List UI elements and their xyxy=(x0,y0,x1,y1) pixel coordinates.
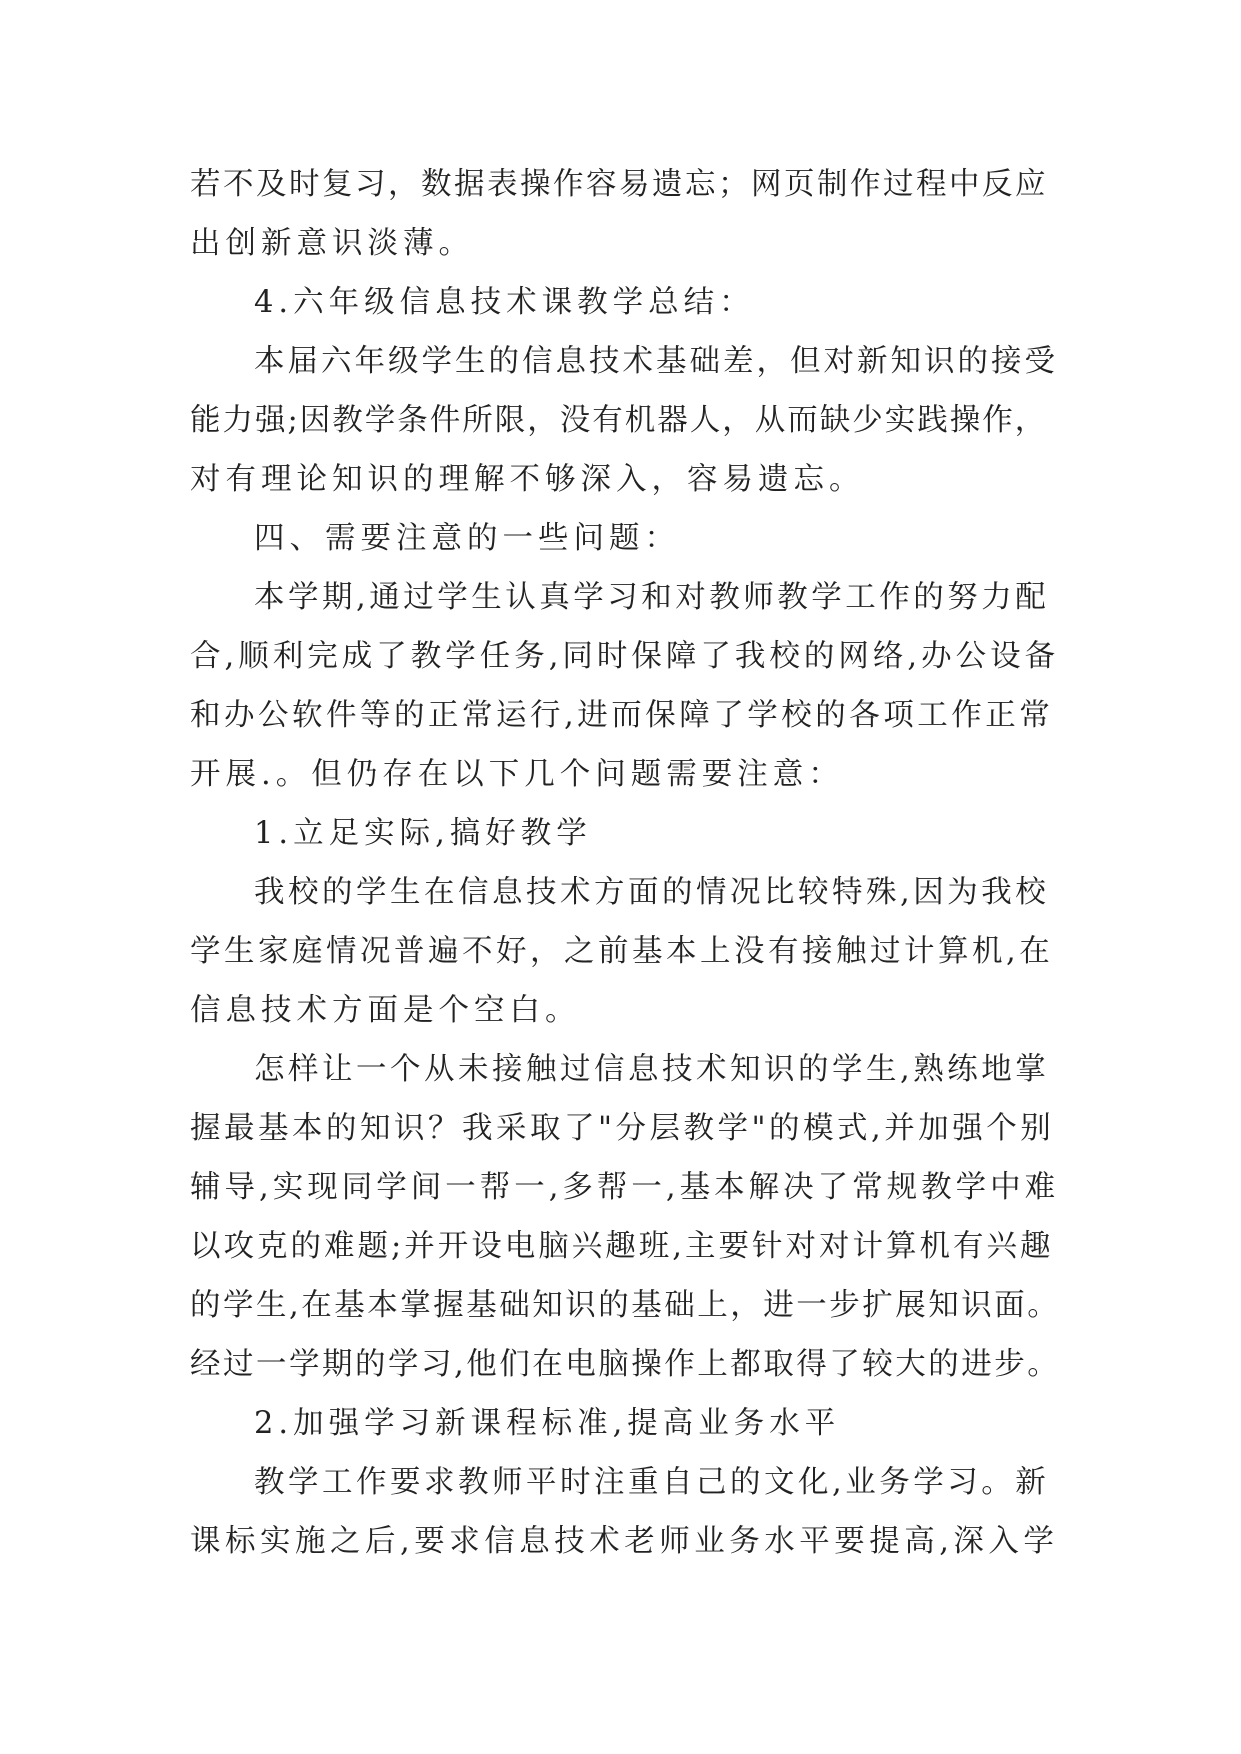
text-line: 合,顺利完成了教学任务,同时保障了我校的网络,办公设备 xyxy=(190,639,1060,674)
text-line: 的学生,在基本掌握基础知识的基础上，进一步扩展知识面。 xyxy=(190,1288,1061,1323)
text-line: 辅导,实现同学间一帮一,多帮一,基本解决了常规教学中难 xyxy=(190,1170,1060,1205)
text-line: 和办公软件等的正常运行,进而保障了学校的各项工作正常 xyxy=(190,698,1054,733)
section-heading: 四、需要注意的一些问题： xyxy=(254,521,680,556)
text-line: 教学工作要求教师平时注重自己的文化,业务学习。新 xyxy=(254,1465,1050,1500)
text-line: 怎样让一个从未接触过信息技术知识的学生,熟练地掌 xyxy=(254,1052,1050,1087)
text-line: 握最基本的知识？我采取了"分层教学"的模式,并加强个别 xyxy=(190,1111,1055,1146)
text-line: 信息技术方面是个空白。 xyxy=(190,993,581,1028)
section-heading: 2.加强学习新课程标准,提高业务水平 xyxy=(254,1406,841,1441)
text-line: 本学期,通过学生认真学习和对教师教学工作的努力配 xyxy=(254,580,1050,615)
text-line: 学生家庭情况普遍不好，之前基本上没有接触过计算机,在 xyxy=(190,934,1054,969)
text-line: 对有理论知识的理解不够深入，容易遗忘。 xyxy=(190,462,865,497)
document-body xyxy=(190,155,1060,1571)
text-line: 开展.。但仍存在以下几个问题需要注意： xyxy=(190,757,844,792)
section-heading: 4.六年级信息技术课教学总结： xyxy=(254,285,755,320)
text-line: 出创新意识淡薄。 xyxy=(190,226,474,261)
section-heading: 1.立足实际,搞好教学 xyxy=(254,816,592,851)
text-line: 本届六年级学生的信息技术基础差，但对新知识的接受 xyxy=(254,344,1058,379)
text-line: 课标实施之后,要求信息技术老师业务水平要提高,深入学 xyxy=(190,1524,1059,1559)
text-line: 若不及时复习，数据表操作容易遗忘；网页制作过程中反应 xyxy=(190,167,1048,202)
text-line: 经过一学期的学习,他们在电脑操作上都取得了较大的进步。 xyxy=(190,1347,1061,1382)
text-line: 以攻克的难题;并开设电脑兴趣班,主要针对对计算机有兴趣 xyxy=(190,1229,1054,1264)
text-line: 能力强;因教学条件所限，没有机器人，从而缺少实践操作， xyxy=(190,403,1048,438)
text-line: 我校的学生在信息技术方面的情况比较特殊,因为我校 xyxy=(254,875,1050,910)
